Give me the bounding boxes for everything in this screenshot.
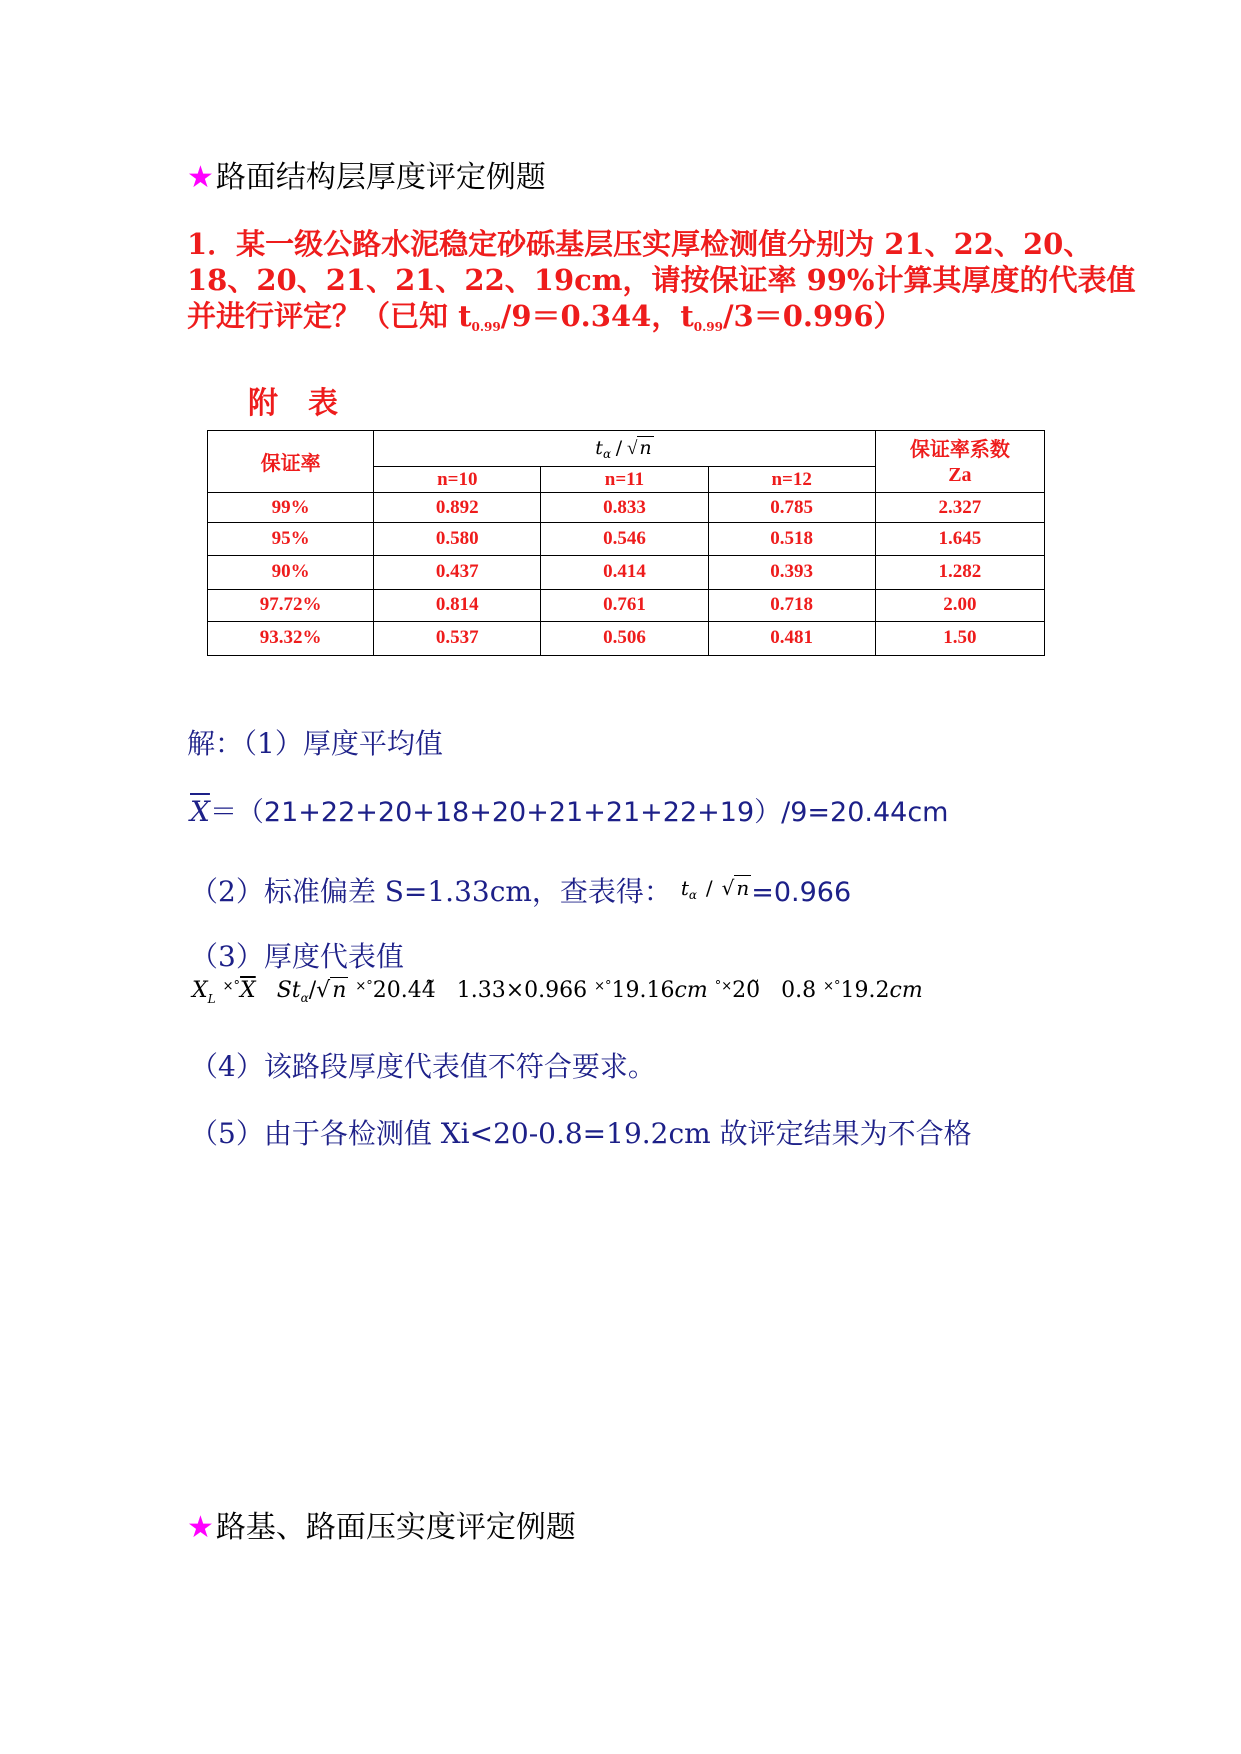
header-za: 保证率系数 Za <box>875 431 1044 493</box>
table-row: 93.32% 0.537 0.506 0.481 1.50 <box>208 621 1045 655</box>
sqrt-icon: √ <box>626 437 638 459</box>
sqrt-icon: √ <box>721 876 735 900</box>
star-icon: ★ <box>187 160 214 195</box>
table-row: 99% 0.892 0.833 0.785 2.327 <box>208 493 1045 523</box>
question-line-3: 并进行评定？（已知 $t_{0.99}/9=0.344$，$t_{0.99}/3=0.996$） <box>187 299 903 334</box>
reference-table <box>207 430 1045 656</box>
subheader-n11: n=11 <box>541 467 708 493</box>
question-line-2: 18、20、21、21、22、19cm，请按保证率 99%计算其厚度的代表值 <box>187 263 1136 297</box>
solution-step-4: （4）该路段厚度代表值不符合要求。 <box>190 1050 656 1083</box>
mean-symbol: $\overline{X}$ <box>190 795 210 828</box>
representative-value-formula: $X_L$ $^{\times^\circ}\overline{X}$ $St_\alpha/√n$ ×°20.44̃ 1.33×0.966 ×°19.16cm °×20̃ 0.8 ×°19.2cm <box>192 978 923 1006</box>
header-guarantee-rate: 保证率 <box>208 431 374 493</box>
solution-step-2: （2）标准偏差 S=1.33cm，查表得： $^t$α / √ $^n$=0.966 <box>190 875 852 908</box>
table-title: 附 表 <box>248 386 338 421</box>
sqrt-icon: √ <box>316 978 331 1003</box>
section-heading-2 <box>187 1502 576 1546</box>
question-line-1: 1．某一级公路水泥稳定砂砾基层压实厚检测值分别为 21、22、20、 <box>187 227 1093 261</box>
table-row: 95% 0.580 0.546 0.518 1.645 <box>208 523 1045 555</box>
section-title-2: 路基、路面压实度评定例题 <box>215 1510 576 1545</box>
subheader-n10: n=10 <box>374 467 541 493</box>
header-t-alpha: $t_\alpha$ / √ n <box>374 431 876 467</box>
mean-equation: $\overline{X}=(21+22+20+18+20+21+21+22+19)/9=20.44cm$ <box>190 795 949 828</box>
solution-step-3: （3）厚度代表值 <box>190 940 404 973</box>
star-icon: ★ <box>187 1510 214 1545</box>
section-heading <box>187 152 546 196</box>
subheader-n12: n=12 <box>708 467 875 493</box>
solution-step-5: （5）由于各检测值 Xi<20-0.8=19.2cm 故评定结果为不合格 <box>190 1117 972 1150</box>
section-title: 路面结构层厚度评定例题 <box>215 160 546 195</box>
solution-step-1: 解：（1）厚度平均值 <box>187 727 443 760</box>
table-row: 97.72% 0.814 0.761 0.718 2.00 <box>208 589 1045 621</box>
table-row: 90% 0.437 0.414 0.393 1.282 <box>208 555 1045 589</box>
